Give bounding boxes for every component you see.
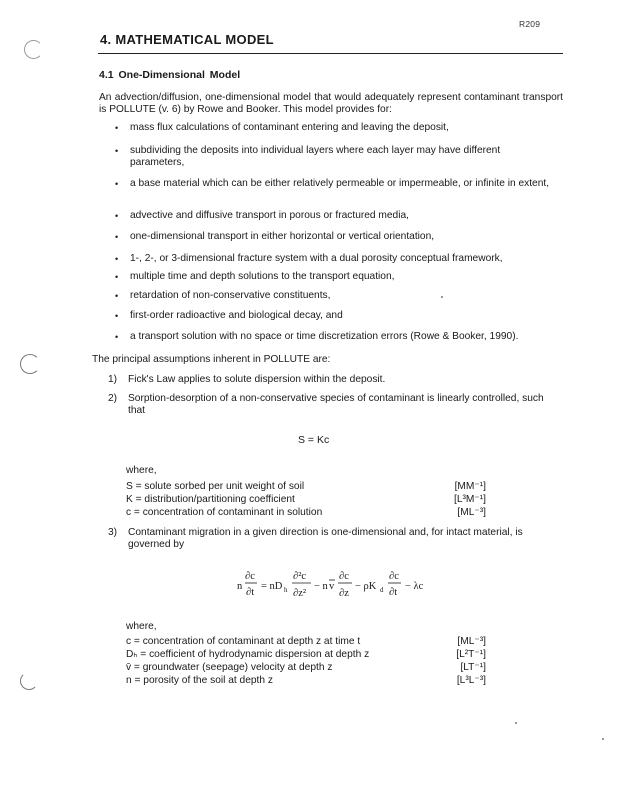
list-item-text: a base material which can be either relatively permeable or impermeable, or infinite in extent, xyxy=(130,178,550,189)
intro-paragraph: An advection/diffusion, one-dimensional model that would adequately represent contaminant transport is POLLUTE (v. 6) by Rowe and Booker. This model provides for: xyxy=(99,92,563,115)
eq-dc-2: ∂c xyxy=(339,571,349,582)
eq-dz2: ∂z² xyxy=(293,588,306,599)
bullet-icon: • xyxy=(115,232,119,242)
assumption-item xyxy=(108,374,563,386)
definition-unit: [MM⁻¹] xyxy=(454,481,486,492)
eq-minus-lambda: − λc xyxy=(405,581,424,592)
binder-hole-top xyxy=(24,40,43,59)
eq-minus-nv: − n xyxy=(314,581,328,592)
list-item-text: multiple time and depth solutions to the transport equation, xyxy=(130,271,395,282)
scan-speck xyxy=(602,738,604,740)
definition-row xyxy=(126,649,486,661)
list-item-text: subdividing the deposits into individual layers where each layer may have different parameters, xyxy=(130,145,501,168)
definition-text: n = porosity of the soil at depth z xyxy=(126,675,273,686)
where-label: where, xyxy=(126,621,157,632)
assumption-item xyxy=(108,393,563,417)
eq-minus-rho-k: − ρK xyxy=(355,581,377,592)
transport-equation xyxy=(235,566,465,606)
bullet-icon: • xyxy=(115,291,119,301)
eq-lhs-coef: n xyxy=(237,581,243,592)
bullet-icon: • xyxy=(115,123,119,133)
definition-text: Dₕ = coefficient of hydrodynamic dispersion at depth z xyxy=(126,649,370,660)
bullet-icon: • xyxy=(115,332,119,342)
definition-row xyxy=(126,507,486,519)
scan-speck xyxy=(515,722,517,724)
assumptions-intro: The principal assumptions inherent in POLLUTE are: xyxy=(92,354,331,365)
definition-text: S = solute sorbed per unit weight of soil xyxy=(126,481,305,492)
sorption-equation: S = Kc xyxy=(298,434,330,446)
list-item-text: mass flux calculations of contaminant entering and leaving the deposit, xyxy=(130,122,449,133)
eq-dt-2: ∂t xyxy=(389,587,398,598)
definition-row xyxy=(126,636,486,648)
definition-unit: [L³M⁻¹] xyxy=(454,494,486,505)
eq-dc: ∂c xyxy=(245,571,255,582)
assumption-number: 1) xyxy=(108,374,118,385)
definition-unit: [LT⁻¹] xyxy=(460,662,486,673)
eq-dz: ∂z xyxy=(339,588,349,599)
definition-unit: [L²T⁻¹] xyxy=(456,649,486,660)
eq-kd-sub: d xyxy=(380,586,384,594)
definition-text: c = concentration of contaminant at depth z at time t xyxy=(126,636,361,647)
assumption-number: 3) xyxy=(108,527,118,538)
where-label: where, xyxy=(126,465,157,476)
assumption-text: Contaminant migration in a given direction is one-dimensional and, for intact material, is governed by xyxy=(128,527,523,550)
definition-text: K = distribution/partitioning coefficient xyxy=(126,494,295,505)
bullet-icon: • xyxy=(115,272,119,282)
transport-definitions xyxy=(126,636,486,688)
bullet-icon: • xyxy=(115,179,119,189)
sorption-definitions xyxy=(126,481,486,521)
title-rule xyxy=(98,53,563,54)
eq-dt: ∂t xyxy=(246,587,255,598)
eq-d2c: ∂²c xyxy=(293,571,306,582)
assumption-item xyxy=(108,527,563,551)
page-id: R209 xyxy=(519,19,541,29)
list-item-text: first-order radioactive and biological decay, and xyxy=(130,310,343,321)
bullet-icon: • xyxy=(115,146,119,156)
definition-row xyxy=(126,662,486,674)
definition-unit: [ML⁻³] xyxy=(457,636,486,647)
list-item-text: retardation of non-conservative constituents, xyxy=(130,290,331,301)
definition-text: v̄ = groundwater (seepage) velocity at depth z xyxy=(126,662,333,673)
definition-unit: [L³L⁻³] xyxy=(456,675,486,686)
list-item-text: one-dimensional transport in either horizontal or vertical orientation, xyxy=(130,231,435,242)
binder-hole-bottom xyxy=(20,672,38,690)
bullet-icon: • xyxy=(115,254,119,264)
list-item-text: advective and diffusive transport in porous or fractured media, xyxy=(130,210,409,221)
chapter-title: 4. MATHEMATICAL MODEL xyxy=(100,32,274,47)
list-item-text: 1-, 2-, or 3-dimensional fracture system with a dual porosity conceptual framework, xyxy=(130,253,503,264)
definition-text: c = concentration of contaminant in solution xyxy=(126,507,323,518)
assumption-number: 2) xyxy=(108,393,118,404)
definition-unit: [ML⁻³] xyxy=(457,507,486,518)
eq-dh-sub: h xyxy=(284,586,288,594)
assumption-text: Fick's Law applies to solute dispersion within the deposit. xyxy=(128,374,386,385)
definition-row xyxy=(126,494,486,506)
bullet-icon: • xyxy=(115,311,119,321)
bullet-icon: • xyxy=(115,211,119,221)
section-title: 4.1 One-Dimensional Model xyxy=(99,69,241,81)
assumption-text: Sorption-desorption of a non-conservative species of contaminant is linearly controlled, such that xyxy=(128,393,544,416)
list-item-text: a transport solution with no space or time discretization errors (Rowe & Booker, 1990). xyxy=(130,331,519,342)
definition-row xyxy=(126,481,486,493)
binder-hole-middle xyxy=(20,354,40,374)
definition-row xyxy=(126,675,486,687)
eq-vbar: v xyxy=(329,581,335,592)
eq-equals-nd: = nD xyxy=(261,581,283,592)
eq-dc-3: ∂c xyxy=(389,571,399,582)
